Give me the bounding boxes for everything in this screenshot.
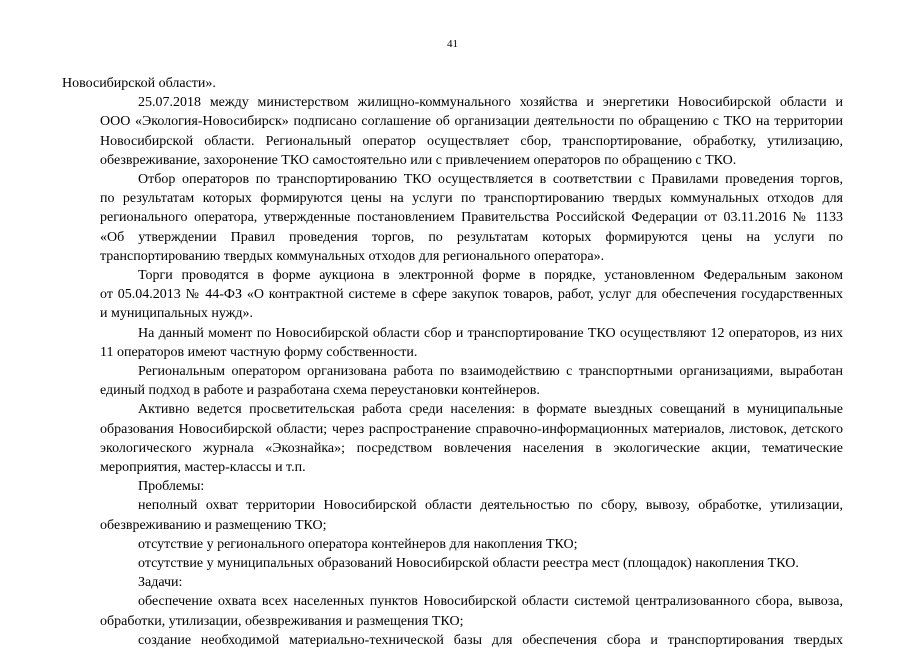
text-line: ООО «Экология-Новосибирск» подписано соглашение об организации деятельности по обращению с ТКО на территории [100,114,843,130]
text-line: Новосибирской области». [62,76,216,91]
text-line: обезвреживанию и размещению ТКО; [100,517,327,533]
text-line: Торги проводятся в форме аукциона в электронной форме в порядке, установленном Федеральным законом [138,268,843,284]
paragraph [62,573,843,592]
paragraph [62,554,843,573]
text-line: создание необходимой материально-технической базы для обеспечения сбора и транспортирования твердых [138,632,843,648]
text-line: мероприятия, мастер-классы и т.п. [100,460,306,476]
paragraph [62,170,843,266]
text-line: Новосибирской области. Региональный оператор осуществляет сбор, транспортирование, обработку, утилизацию, [100,133,843,149]
text-line: Проблемы: [138,479,205,495]
paragraph [62,477,843,496]
text-line: неполный охват территории Новосибирской области деятельностью по сбору, вывозу, обработке, утилизации, [138,498,843,514]
text-line: Отбор операторов по транспортированию ТКО осуществляется в соответствии с Правилами проведения торгов, [138,172,843,188]
text-line: Задачи: [138,575,183,591]
paragraph [62,535,843,554]
text-line: 11 операторов имеют частную форму собственности. [100,344,418,360]
text-line: экологического журнала «Экознайка»; посредством вовлечения населения в экологические акции, тематические [100,440,843,456]
text-line: Региональным оператором организована работа по взаимодействию с транспортными организациями, выработан [138,364,843,380]
text-line: На данный момент по Новосибирской области сбор и транспортирование ТКО осуществляют 12 операторов, из них [138,325,843,341]
document-body [62,74,843,650]
text-line: единый подход в работе и разработана схема переустановки контейнеров. [100,383,540,399]
text-line: обеспечение охвата всех населенных пунктов Новосибирской области системой централизованного сбора, вывоза, [138,594,843,610]
text-line: по результатам которых формируются цены на услуги по транспортированию твердых коммунальных отходов для [100,191,843,207]
paragraph [62,496,843,534]
paragraph [62,93,843,170]
paragraph [62,362,843,400]
paragraph [62,592,843,630]
paragraph [62,266,843,324]
text-line: транспортированию твердых коммунальных отходов для регионального оператора». [100,248,605,264]
text-line: обработки, утилизации, обезвреживания и размещения ТКО; [100,613,464,629]
paragraph [62,631,843,650]
text-line: Активно ведется просветительская работа среди населения: в формате выездных совещаний в муниципальные [138,402,843,418]
paragraph [62,400,843,477]
text-line: и муниципальных нужд». [100,306,254,322]
page-number: 41 [447,38,458,50]
text-line: от 05.04.2013 № 44-ФЗ «О контрактной системе в сфере закупок товаров, работ, услуг для обеспечения государственных [100,287,843,303]
text-line: «Об утверждении Правил проведения торгов, по результатам которых формируются цены на услуги по [100,229,843,245]
text-line: 25.07.2018 между министерством жилищно-коммунального хозяйства и энергетики Новосибирской области и [138,95,843,111]
text-line: отсутствие у муниципальных образований Новосибирской области реестра мест (площадок) накопления ТКО. [138,556,799,572]
text-line: регионального оператора, утвержденные постановлением Правительства Российской Федерации от 03.11.2016 № 1133 [100,210,843,226]
paragraph [62,74,843,93]
text-line: образования Новосибирской области; через распространение справочно-информационных материалов, листовок, детского [100,421,843,437]
paragraph [62,324,843,362]
text-line: отсутствие у регионального оператора контейнеров для накопления ТКО; [138,536,578,552]
text-line: обезвреживание, захоронение ТКО самостоятельно или с привлечением операторов по обращению с ТКО. [100,152,737,168]
